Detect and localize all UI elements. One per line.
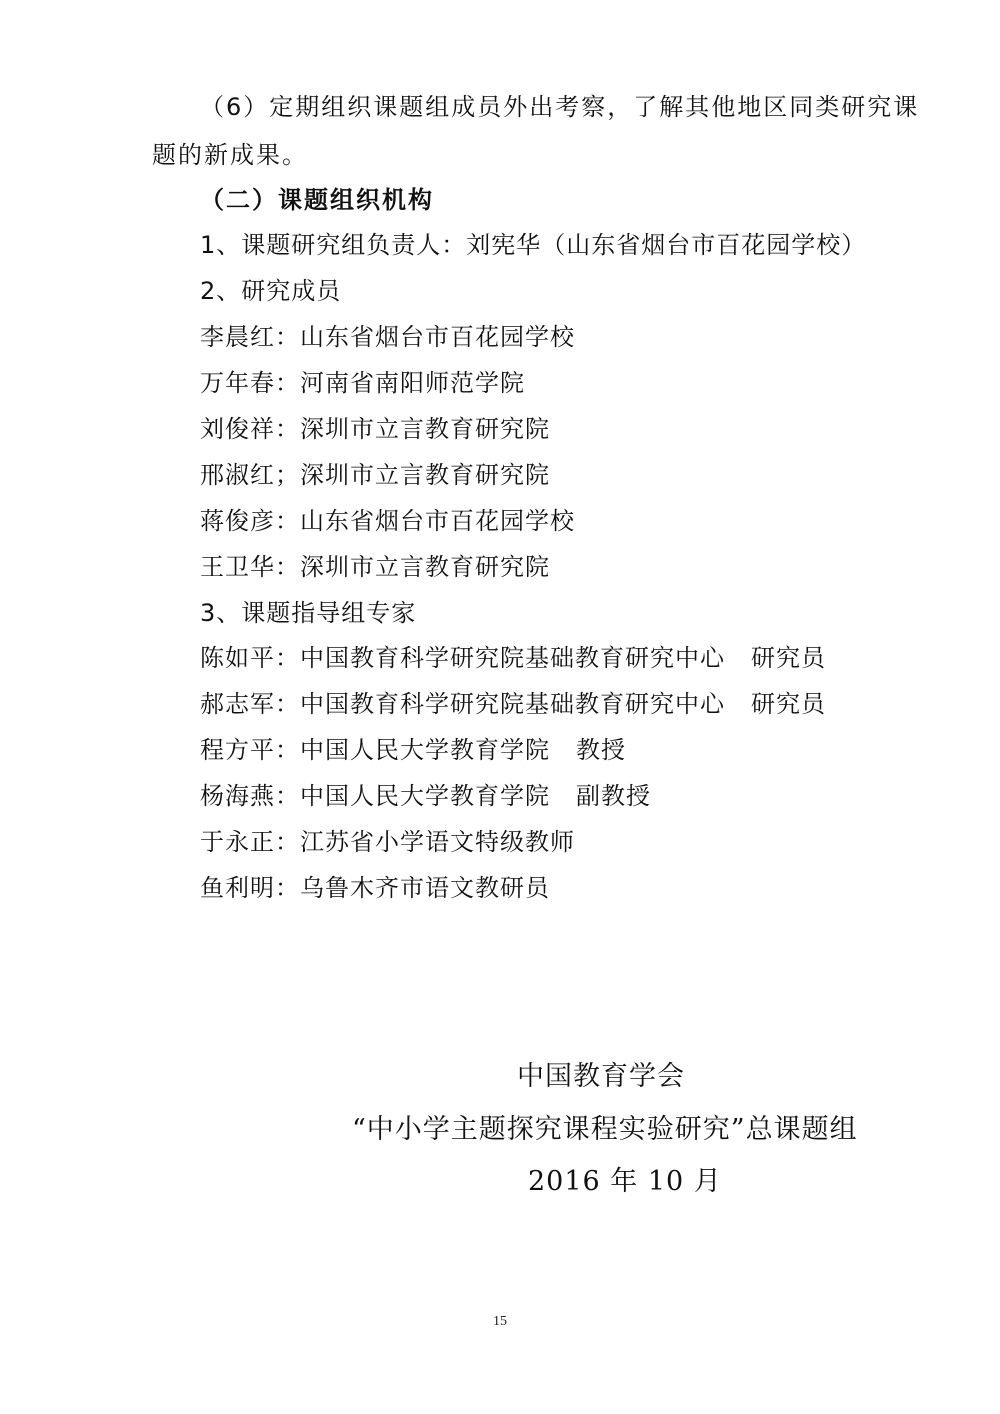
page-number: 15: [493, 1314, 507, 1329]
paragraph-line-2: 题的新成果。: [152, 141, 308, 169]
members-heading: 2、研究成员: [200, 277, 342, 305]
expert-title: 研究员: [751, 690, 826, 718]
signature-group: “中小学主题探究课程实验研究”总课题组: [352, 1114, 858, 1145]
member-item: 蒋俊彦：山东省烟台市百花园学校: [200, 507, 575, 535]
experts-heading: 3、课题指导组专家: [200, 599, 417, 627]
expert-affiliation: 于永正：江苏省小学语文特级教师: [200, 828, 575, 856]
signature-organization: 中国教育学会: [517, 1061, 685, 1092]
member-item: 王卫华：深圳市立言教育研究院: [200, 553, 550, 581]
expert-item: [200, 873, 550, 903]
expert-affiliation: 郝志军：中国教育科学研究院基础教育研究中心: [200, 690, 725, 718]
expert-item: [200, 689, 826, 719]
signature-date: 2016 年 10 月: [528, 1166, 722, 1197]
member-item: 万年春：河南省南阳师范学院: [200, 369, 525, 397]
expert-item: [200, 643, 826, 673]
expert-affiliation: 鱼利明：乌鲁木齐市语文教研员: [200, 874, 550, 902]
expert-affiliation: 程方平：中国人民大学教育学院: [200, 736, 550, 764]
expert-title: 教授: [576, 736, 626, 764]
expert-affiliation: 杨海燕：中国人民大学教育学院: [200, 782, 550, 810]
member-item: 刘俊祥：深圳市立言教育研究院: [200, 415, 550, 443]
expert-item: [200, 781, 651, 811]
section-heading: （二）课题组织机构: [200, 186, 434, 214]
expert-item: [200, 735, 626, 765]
member-item: 李晨红：山东省烟台市百花园学校: [200, 323, 575, 351]
expert-title: 副教授: [576, 782, 651, 810]
paragraph-line-1: （6）定期组织课题组成员外出考察，了解其他地区同类研究课: [200, 93, 920, 121]
leader-line: 1、课题研究组负责人：刘宪华（山东省烟台市百花园学校）: [200, 231, 867, 259]
expert-affiliation: 陈如平：中国教育科学研究院基础教育研究中心: [200, 644, 725, 672]
expert-title: 研究员: [751, 644, 826, 672]
member-item: 邢淑红；深圳市立言教育研究院: [200, 461, 550, 489]
expert-item: [200, 827, 575, 857]
